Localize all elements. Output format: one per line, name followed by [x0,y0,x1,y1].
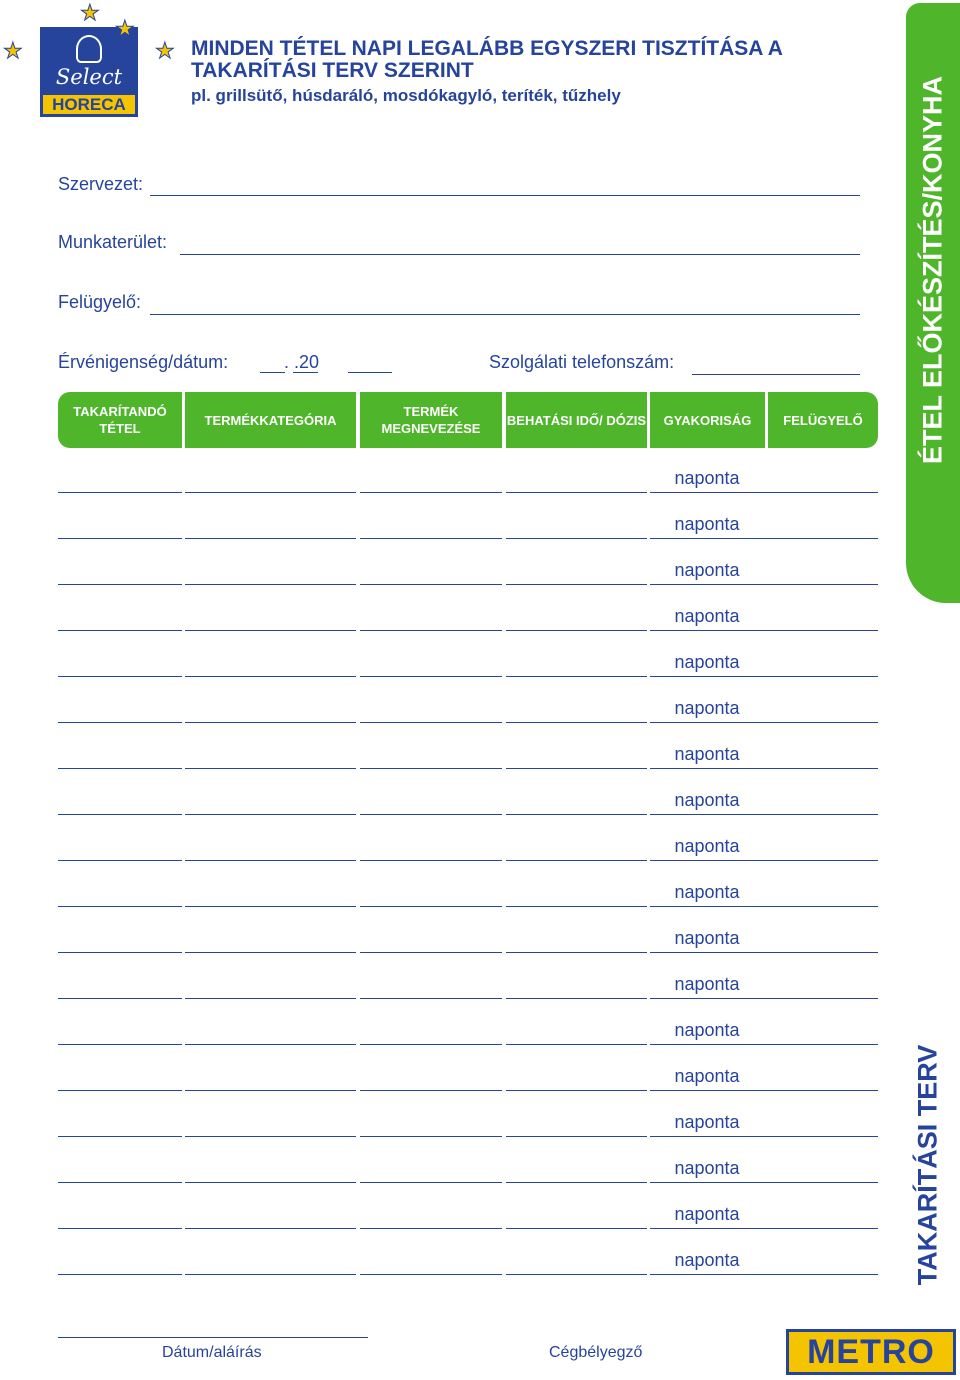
table-cell-line[interactable] [58,1182,182,1183]
table-cell-line[interactable] [506,1182,647,1183]
table-cell-line[interactable] [650,538,768,539]
logo-sub: HORECA [43,95,135,114]
table-cell-line[interactable] [360,1182,502,1183]
star-icon: ★ [3,38,23,63]
table-cell-line[interactable] [360,492,502,493]
table-cell-line[interactable] [185,722,356,723]
signature-line[interactable] [58,1337,368,1338]
table-cell-line[interactable] [58,630,182,631]
column-header: TERMÉK MEGNEVEZÉSE [360,392,502,448]
validity-label: Érvénigenség/dátum: [58,352,229,372]
table-cell-line[interactable] [58,584,182,585]
page-title: MINDEN TÉTEL NAPI LEGALÁBB EGYSZERI TISZTÍTÁSA A TAKARÍTÁSI TERV SZERINT [191,37,783,82]
table-cell-line[interactable] [650,1090,768,1091]
table-cell-line[interactable] [360,630,502,631]
table-cell-line[interactable] [58,538,182,539]
signature-label: Dátum/aláírás [162,1344,262,1361]
table-cell-line[interactable] [360,722,502,723]
work-area-label: Munkaterület: [58,232,168,252]
column-header: TERMÉKKATEGÓRIA [185,392,356,448]
table-cell-line[interactable] [506,952,647,953]
table-cell-line[interactable] [185,492,356,493]
column-header: TAKARÍTANDÓ TÉTEL [58,392,182,448]
table-cell-line[interactable] [58,1044,182,1045]
supervisor-line[interactable] [150,314,860,315]
validity-year: . .20 [284,352,320,372]
table-cell-line[interactable] [768,584,878,585]
table-cell-line[interactable] [185,814,356,815]
table-cell-line[interactable] [58,1274,182,1275]
table-cell-line[interactable] [506,998,647,999]
table-cell-line[interactable] [768,1136,878,1137]
table-cell-line[interactable] [360,906,502,907]
frequency-cell: naponta [674,560,740,580]
table-cell-line[interactable] [360,1274,502,1275]
table-cell-line[interactable] [185,906,356,907]
frequency-cell: naponta [674,1204,740,1224]
table-cell-line[interactable] [58,676,182,677]
table-cell-line[interactable] [185,998,356,999]
table-cell-line[interactable] [58,860,182,861]
table-cell-line[interactable] [768,768,878,769]
table-cell-line[interactable] [360,998,502,999]
table-cell-line[interactable] [360,952,502,953]
table-cell-line[interactable] [58,952,182,953]
star-icon: ★ [155,38,175,63]
table-cell-line[interactable] [768,814,878,815]
frequency-cell: naponta [674,1158,740,1178]
table-cell-line[interactable] [185,676,356,677]
frequency-cell: naponta [674,1112,740,1132]
frequency-cell: naponta [674,514,740,534]
table-cell-line[interactable] [768,906,878,907]
page-subtitle: pl. grillsütő, húsdaráló, mosdókagyló, teríték, tűzhely [191,86,621,105]
table-cell-line[interactable] [506,492,647,493]
table-cell-line[interactable] [506,906,647,907]
table-cell-line[interactable] [360,768,502,769]
table-cell-line[interactable] [506,1274,647,1275]
frequency-cell: naponta [674,790,740,810]
frequency-cell: naponta [674,836,740,856]
table-cell-line[interactable] [360,538,502,539]
column-header: GYAKORISÁG [650,392,765,448]
table-cell-line[interactable] [650,814,768,815]
table-cell-line[interactable] [185,1182,356,1183]
table-cell-line[interactable] [650,1182,768,1183]
organization-line[interactable] [150,195,860,196]
table-cell-line[interactable] [185,860,356,861]
table-cell-line[interactable] [650,584,768,585]
frequency-cell: naponta [674,744,740,764]
stamp-label: Cégbélyegző [549,1344,643,1361]
chef-hat-icon [76,35,102,63]
table-cell-line[interactable] [185,1136,356,1137]
table-cell-line[interactable] [650,1136,768,1137]
work-area-line[interactable] [180,254,860,255]
table-cell-line[interactable] [650,1044,768,1045]
logo-brand: Select [55,65,123,89]
table-cell-line[interactable] [650,1228,768,1229]
supervisor-label: Felügyelő: [58,292,142,312]
table-cell-line[interactable] [768,998,878,999]
frequency-cell: naponta [674,1250,740,1270]
column-header: FELÜGYELŐ [768,392,878,448]
table-cell-line[interactable] [506,630,647,631]
table-cell-line[interactable] [506,1228,647,1229]
table-cell-line[interactable] [650,722,768,723]
table-cell-line[interactable] [768,1274,878,1275]
day-line[interactable] [260,372,285,373]
table-cell-line[interactable] [58,1090,182,1091]
table-cell-line[interactable] [506,768,647,769]
star-icon: ★ [80,0,100,25]
table-cell-line[interactable] [506,814,647,815]
star-icon: ★ [115,16,135,41]
column-header: BEHATÁSI IDŐ/ DÓZIS [506,392,647,448]
frequency-cell: naponta [674,1020,740,1040]
table-cell-line[interactable] [506,584,647,585]
table-cell-line[interactable] [185,1274,356,1275]
frequency-cell: naponta [674,468,740,488]
table-cell-line[interactable] [768,492,878,493]
table-cell-line[interactable] [360,1090,502,1091]
table-cell-line[interactable] [506,860,647,861]
frequency-cell: naponta [674,882,740,902]
table-cell-line[interactable] [360,584,502,585]
table-cell-line[interactable] [650,860,768,861]
frequency-cell: naponta [674,1066,740,1086]
table-cell-line[interactable] [185,1044,356,1045]
table-cell-line[interactable] [506,538,647,539]
table-cell-line[interactable] [185,630,356,631]
table-cell-line[interactable] [360,860,502,861]
table-cell-line[interactable] [360,676,502,677]
frequency-cell: naponta [674,606,740,626]
table-cell-line[interactable] [360,814,502,815]
table-cell-line[interactable] [506,1090,647,1091]
table-cell-line[interactable] [768,1044,878,1045]
table-cell-line[interactable] [58,768,182,769]
frequency-cell: naponta [674,698,740,718]
organization-label: Szervezet: [58,174,144,194]
table-cell-line[interactable] [58,722,182,723]
table-cell-line[interactable] [506,1136,647,1137]
table-cell-line[interactable] [185,584,356,585]
frequency-cell: naponta [674,928,740,948]
table-cell-line[interactable] [58,1228,182,1229]
table-cell-line[interactable] [360,1228,502,1229]
phone-label: Szolgálati telefonszám: [489,352,675,372]
table-cell-line[interactable] [58,906,182,907]
table-cell-line[interactable] [58,1136,182,1137]
table-cell-line[interactable] [650,768,768,769]
table-cell-line[interactable] [58,998,182,999]
table-cell-line[interactable] [185,768,356,769]
table-cell-line[interactable] [768,952,878,953]
table-cell-line[interactable] [768,1182,878,1183]
category-label: ÉTEL ELŐKÉSZÍTÉS/KONYHA [917,75,948,465]
table-cell-line[interactable] [58,814,182,815]
table-cell-line[interactable] [58,492,182,493]
table-cell-line[interactable] [768,630,878,631]
table-cell-line[interactable] [185,1090,356,1091]
table-cell-line[interactable] [768,860,878,861]
plan-label: TAKARÍTÁSI TERV [912,1044,943,1286]
table-cell-line[interactable] [768,676,878,677]
table-cell-line[interactable] [650,952,768,953]
table-cell-line[interactable] [506,722,647,723]
table-cell-line[interactable] [506,676,647,677]
table-cell-line[interactable] [650,1274,768,1275]
table-cell-line[interactable] [360,1044,502,1045]
table-cell-line[interactable] [768,722,878,723]
table-cell-line[interactable] [185,538,356,539]
year-line[interactable] [348,372,392,373]
frequency-cell: naponta [674,652,740,672]
phone-line[interactable] [692,374,860,375]
table-cell-line[interactable] [185,952,356,953]
table-cell-line[interactable] [506,1044,647,1045]
table-cell-line[interactable] [768,538,878,539]
table-cell-line[interactable] [768,1090,878,1091]
table-cell-line[interactable] [650,906,768,907]
frequency-cell: naponta [674,974,740,994]
table-cell-line[interactable] [650,676,768,677]
table-cell-line[interactable] [650,630,768,631]
table-cell-line[interactable] [650,998,768,999]
table-cell-line[interactable] [185,1228,356,1229]
table-cell-line[interactable] [650,492,768,493]
table-cell-line[interactable] [768,1228,878,1229]
table-cell-line[interactable] [360,1136,502,1137]
metro-logo: METRO [786,1329,956,1375]
